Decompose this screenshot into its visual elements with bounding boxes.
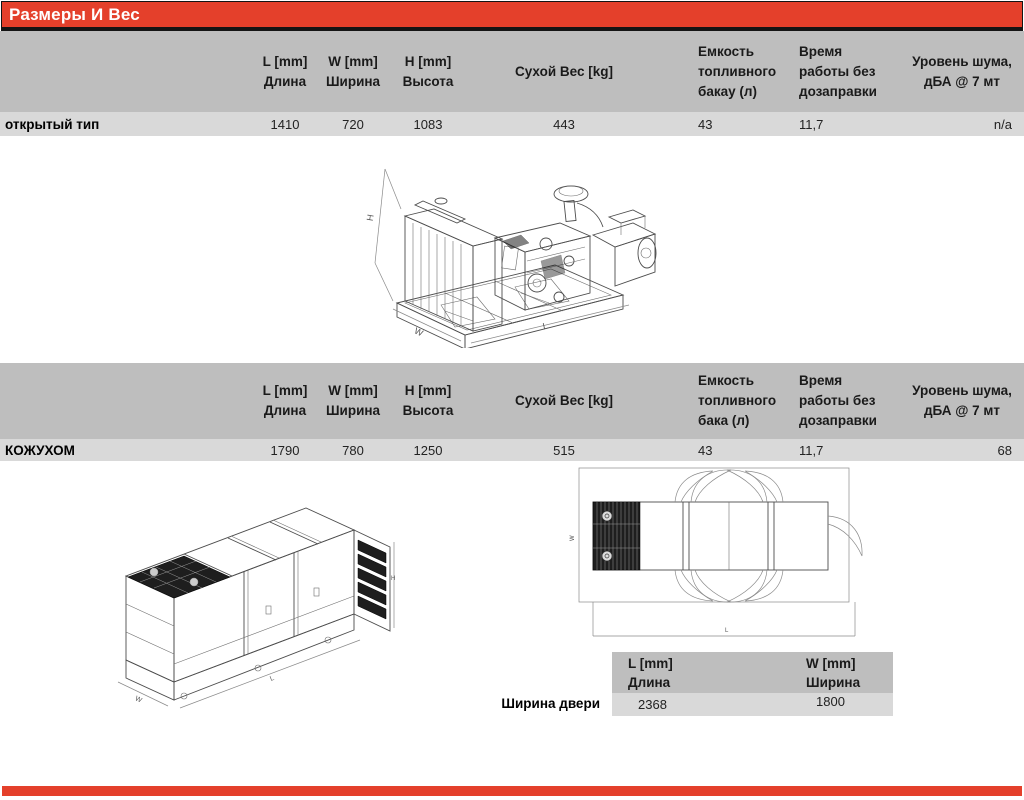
canopy-genset-drawing <box>98 468 398 718</box>
value-fuel: 43 <box>698 442 713 458</box>
door-table-row <box>612 693 893 716</box>
header-length: L [mm] Длина <box>628 655 673 690</box>
header-dry-weight: Сухой Вес [kg] <box>515 393 613 408</box>
door-row-label: Ширина двери <box>501 696 600 711</box>
header-height: H [mm] Высота <box>402 383 454 418</box>
dim-l-label: L <box>269 674 276 683</box>
value-runtime: 11,7 <box>799 442 824 458</box>
header-empty <box>0 31 252 112</box>
value-width: 720 <box>342 116 364 132</box>
value-dry-weight: 443 <box>553 116 575 132</box>
header-length: L [mm] Длина <box>262 53 308 89</box>
value-noise: 68 <box>997 442 1012 458</box>
canopy-table <box>0 363 1024 461</box>
header-width: W [mm] Ширина <box>325 383 381 418</box>
header-empty <box>0 363 252 439</box>
header-noise-level: Уровень шума, дБА @ 7 мт <box>912 53 1012 89</box>
door-table-header <box>612 652 893 693</box>
open-type-table-header <box>0 31 1024 112</box>
dim-l-label: L <box>725 628 729 634</box>
row-label: КОЖУХОМ <box>5 442 75 458</box>
value-height: 1083 <box>413 116 443 132</box>
value-door-width: 1800 <box>816 694 845 709</box>
dim-h-label: H <box>391 576 396 582</box>
open-genset-drawing <box>345 143 660 348</box>
dim-l-label: L <box>541 320 549 332</box>
section-title-bar <box>1 1 1023 27</box>
dim-w-label: W <box>133 695 143 705</box>
value-height: 1250 <box>413 442 443 458</box>
header-width: W [mm] Ширина <box>325 53 381 89</box>
page-title: Размеры И Вес <box>9 5 140 24</box>
dim-h-label: H <box>364 213 376 222</box>
header-runtime: Время работы без дозаправки <box>799 373 877 428</box>
header-fuel-capacity: Емкость топливного бакау (л) <box>698 43 777 99</box>
dim-w-label: W <box>412 325 425 339</box>
header-runtime: Время работы без дозаправки <box>799 43 877 99</box>
open-type-table <box>0 31 1024 136</box>
value-dry-weight: 515 <box>553 442 575 458</box>
value-fuel: 43 <box>698 116 713 132</box>
value-noise: n/a <box>993 116 1012 132</box>
header-noise-level: Уровень шума, дБА @ 7 мт <box>912 383 1012 418</box>
canopy-row <box>0 439 1024 461</box>
bottom-accent-bar <box>2 786 1022 796</box>
canopy-table-header <box>0 363 1024 439</box>
open-type-row <box>0 112 1024 136</box>
header-fuel-capacity: Емкость топливного бака (л) <box>698 373 777 428</box>
top-view-drawing <box>563 460 898 648</box>
header-dry-weight: Сухой Вес [kg] <box>515 63 613 79</box>
value-width: 780 <box>342 442 364 458</box>
value-length: 1790 <box>270 442 300 458</box>
value-length: 1410 <box>270 116 300 132</box>
value-door-length: 2368 <box>638 697 667 712</box>
door-dimensions-table <box>612 652 893 716</box>
header-width: W [mm] Ширина <box>806 655 861 690</box>
dim-w-label: W <box>570 535 576 541</box>
value-runtime: 11,7 <box>799 116 824 132</box>
row-label: открытый тип <box>5 116 100 132</box>
header-length: L [mm] Длина <box>262 383 308 418</box>
header-height: H [mm] Высота <box>402 53 454 89</box>
